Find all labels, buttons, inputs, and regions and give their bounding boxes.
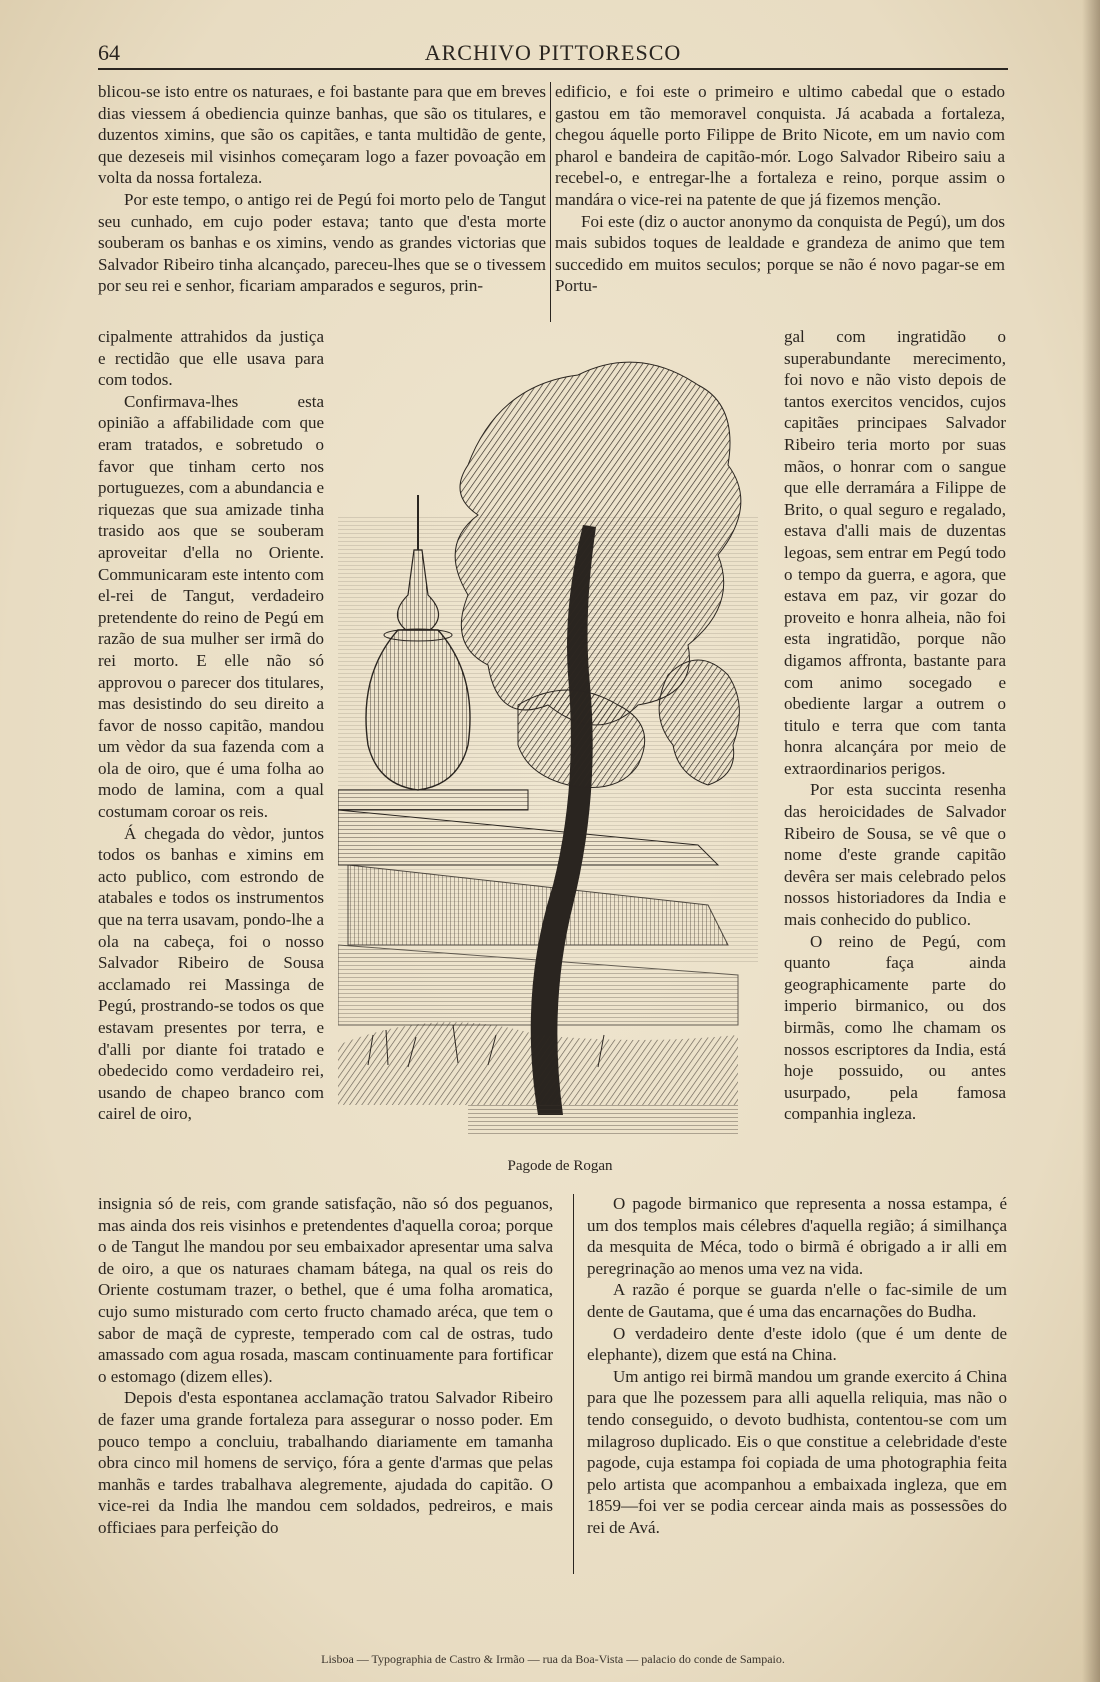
paragraph: cipalmente attrahidos da justiça e rectidão que elle usava para com todos. xyxy=(98,327,324,390)
paragraph: O pagode birmanico que representa a nossa estampa, é um dos templos mais célebres d'aquella região; á similhança da mesquita de Méca, todo o birmã é obrigado a ir alli em peregrinação ao menos uma vez na vida. xyxy=(587,1194,1007,1278)
page-footer: Lisboa — Typographia de Castro & Irmão — rua da Boa-Vista — palacio do conde de Sampaio. xyxy=(321,1652,785,1666)
page-number: 64 xyxy=(98,40,120,65)
column-bottom-left xyxy=(98,1193,553,1539)
illustration-caption: Pagode de Rogan xyxy=(507,1158,613,1174)
paragraph: Confirmava-lhes esta opinião a affabilidade com que eram tratados, e sobretudo o favor que tinham certo nos portuguezes, com a abundancia e riquezas que sua amizade tinha trasido aos que se souberam aproveitar d'ella no Oriente. Communicaram este intento com el-rei de Tangut, verdadeiro pretendente do reino de Pegú em razão de sua mulher ser irmã do rei morto. E elle não só approvou o parecer dos titulares, mas desistindo do seu direito a favor de nosso capitão, mandou um vèdor da sua fazenda com a ola de oiro, que é uma folha ao modo de lamina, com a qual costumam coroar os reis. xyxy=(98,391,324,822)
header-rule xyxy=(98,68,1008,70)
pagoda-engraving-icon xyxy=(338,345,770,1145)
column-bottom-right xyxy=(587,1193,1007,1539)
paragraph: blicou-se isto entre os naturaes, e foi bastante para que em breves dias viessem á obediencia quinze banhas, que são os titulares, e duzentos ximins, que são os capitães, e tanta multidão de gente, que dezeseis mil visinhos começaram logo a fazer povoação em volta da nossa fortaleza. xyxy=(98,82,546,188)
column-divider xyxy=(550,82,551,322)
paragraph: A razão é porque se guarda n'elle o fac-simile de um dente de Gautama, que é uma das encarnações do Budha. xyxy=(587,1280,1007,1321)
column-right-top xyxy=(555,81,1005,297)
paragraph: edificio, e foi este o primeiro e ultimo cabedal que o estado gastou em tão memoravel conquista. Já acabada a fortaleza, chegou áquelle porto Filippe de Brito Nicote, em um navio com pharol e bandeira de capitão-mór. Logo Salvador Ribeiro saiu a recebel-o, e entregar-lhe a fortaleza e reino, porque assim o mandára o vice-rei na patente de que já fizemos menção. xyxy=(555,82,1005,209)
paragraph: Por este tempo, o antigo rei de Pegú foi morto pelo de Tangut seu cunhado, em cujo poder estava; tanto que d'esta morte souberam os banhas e os ximins, vendo as grandes victorias que Salvador Ribeiro tinha alcançado, pareceu-lhes que se o tivessem por seu rei e senhor, ficariam amparados e seguros, prin- xyxy=(98,189,546,296)
page-header xyxy=(98,38,1008,68)
column-divider xyxy=(573,1194,574,1574)
page-title: ARCHIVO PITTORESCO xyxy=(424,40,682,65)
paragraph: O verdadeiro dente d'este idolo (que é um dente de elephante), dizem que está na China. xyxy=(587,1323,1007,1365)
paragraph: Por esta succinta resenha das heroicidades de Salvador Ribeiro de Sousa, se vê que o nome d'este grande capitão devêra ser mais celebrado pelos nossos historiadores da India e mais conhecido do publico. xyxy=(784,780,1006,930)
column-right-narrow xyxy=(784,326,1006,1125)
column-left-top xyxy=(98,81,546,297)
paragraph: Um antigo rei birmã mandou um grande exercito á China para que lhe pozessem para alli aquella reliquia, mas não o tendo conseguido, o devoto budhista, contentou-se com um milagroso duplicado. Eis o que constitue a celebridade d'este pagode, cuja estampa foi copiada de uma photographia feita pelo artista que acompanhou a embaixada ingleza, que em 1859—foi ver se podia cercear ainda mais as possessões do rei de Avá. xyxy=(587,1366,1007,1537)
paragraph: gal com ingratidão o superabundante merecimento, foi novo e não visto depois de tantos exercitos vencidos, cujos capitães principaes Salvador Ribeiro teria morto por suas mãos, o honrar com o sangue que elle derramára a Filippe de Brito, o qual seguro e regalado, estava d'alli mais de duzentas legoas, sem entrar em Pegú todo o tempo da guerra, e agora, que estava em paz, vir gozar do proveito e honra alheia, não foi esta ingratidão, porque não digamos affronta, bastante para com animo socegado e obediente largar a outrem o titulo e terra que com tanta honra alcançára por meio de extraordinarios perigos. xyxy=(784,327,1006,778)
column-left-narrow xyxy=(98,326,324,1125)
paragraph: O reino de Pegú, com quanto faça ainda geographicamente parte do imperio birmanico, ou dos birmãs, como lhe chamam os nossos escriptores da India, está hoje possuido, ou antes usurpado, pela famosa companhia ingleza. xyxy=(784,931,1006,1124)
paragraph: Á chegada do vèdor, juntos todos os banhas e ximins em acto publico, com estrondo de atabales e todos os instrumentos que na terra usavam, pondo-lhe a ola na cabeça, foi o nosso Salvador Ribeiro de Sousa acclamado rei Massinga de Pegú, prostrando-se todos os que estavam presentes por terra, e d'alli por diante foi tratado e obedecido como verdadeiro rei, usando de chapeo branco com cairel de oiro, xyxy=(98,823,324,1124)
paragraph: Depois d'esta espontanea acclamação tratou Salvador Ribeiro de fazer uma grande fortaleza para assegurar o nosso poder. Em pouco tempo a concluiu, trabalhando diariamente em tamanha obra cinco mil homens de serviço, fóra a gente d'armas que pelas manhãs e tardes trabalhava alegremente, ajudada do capitão. O vice-rei da India lhe mandou cem soldados, pedreiros, e mais officiaes para perfeição do xyxy=(98,1388,553,1537)
page-edge-shadow xyxy=(1082,0,1100,1682)
paragraph: insignia só de reis, com grande satisfação, não só dos peguanos, mas ainda dos reis visinhos e pretendentes d'aquella coroa; porque o de Tangut lhe mandou por seu embaixador apresentar uma salva de oiro, a que os naturaes chamam bátega, na qual os reis do Oriente costumam trazer, o bethel, que é uma folha aromatica, cujo sumo misturado com certo fructo chamado aréca, que tem o sabor de maçã de cypreste, temperado com cal de ostras, tudo amassado com agua rosada, mascam continuamente para fortificar o estomago (dizem elles). xyxy=(98,1194,553,1386)
paragraph: Foi este (diz o auctor anonymo da conquista de Pegú), um dos mais subidos toques de lealdade e grandeza de animo que tem succedido em muitos seculos; porque se não é novo pagar-se em Portu- xyxy=(555,211,1005,296)
